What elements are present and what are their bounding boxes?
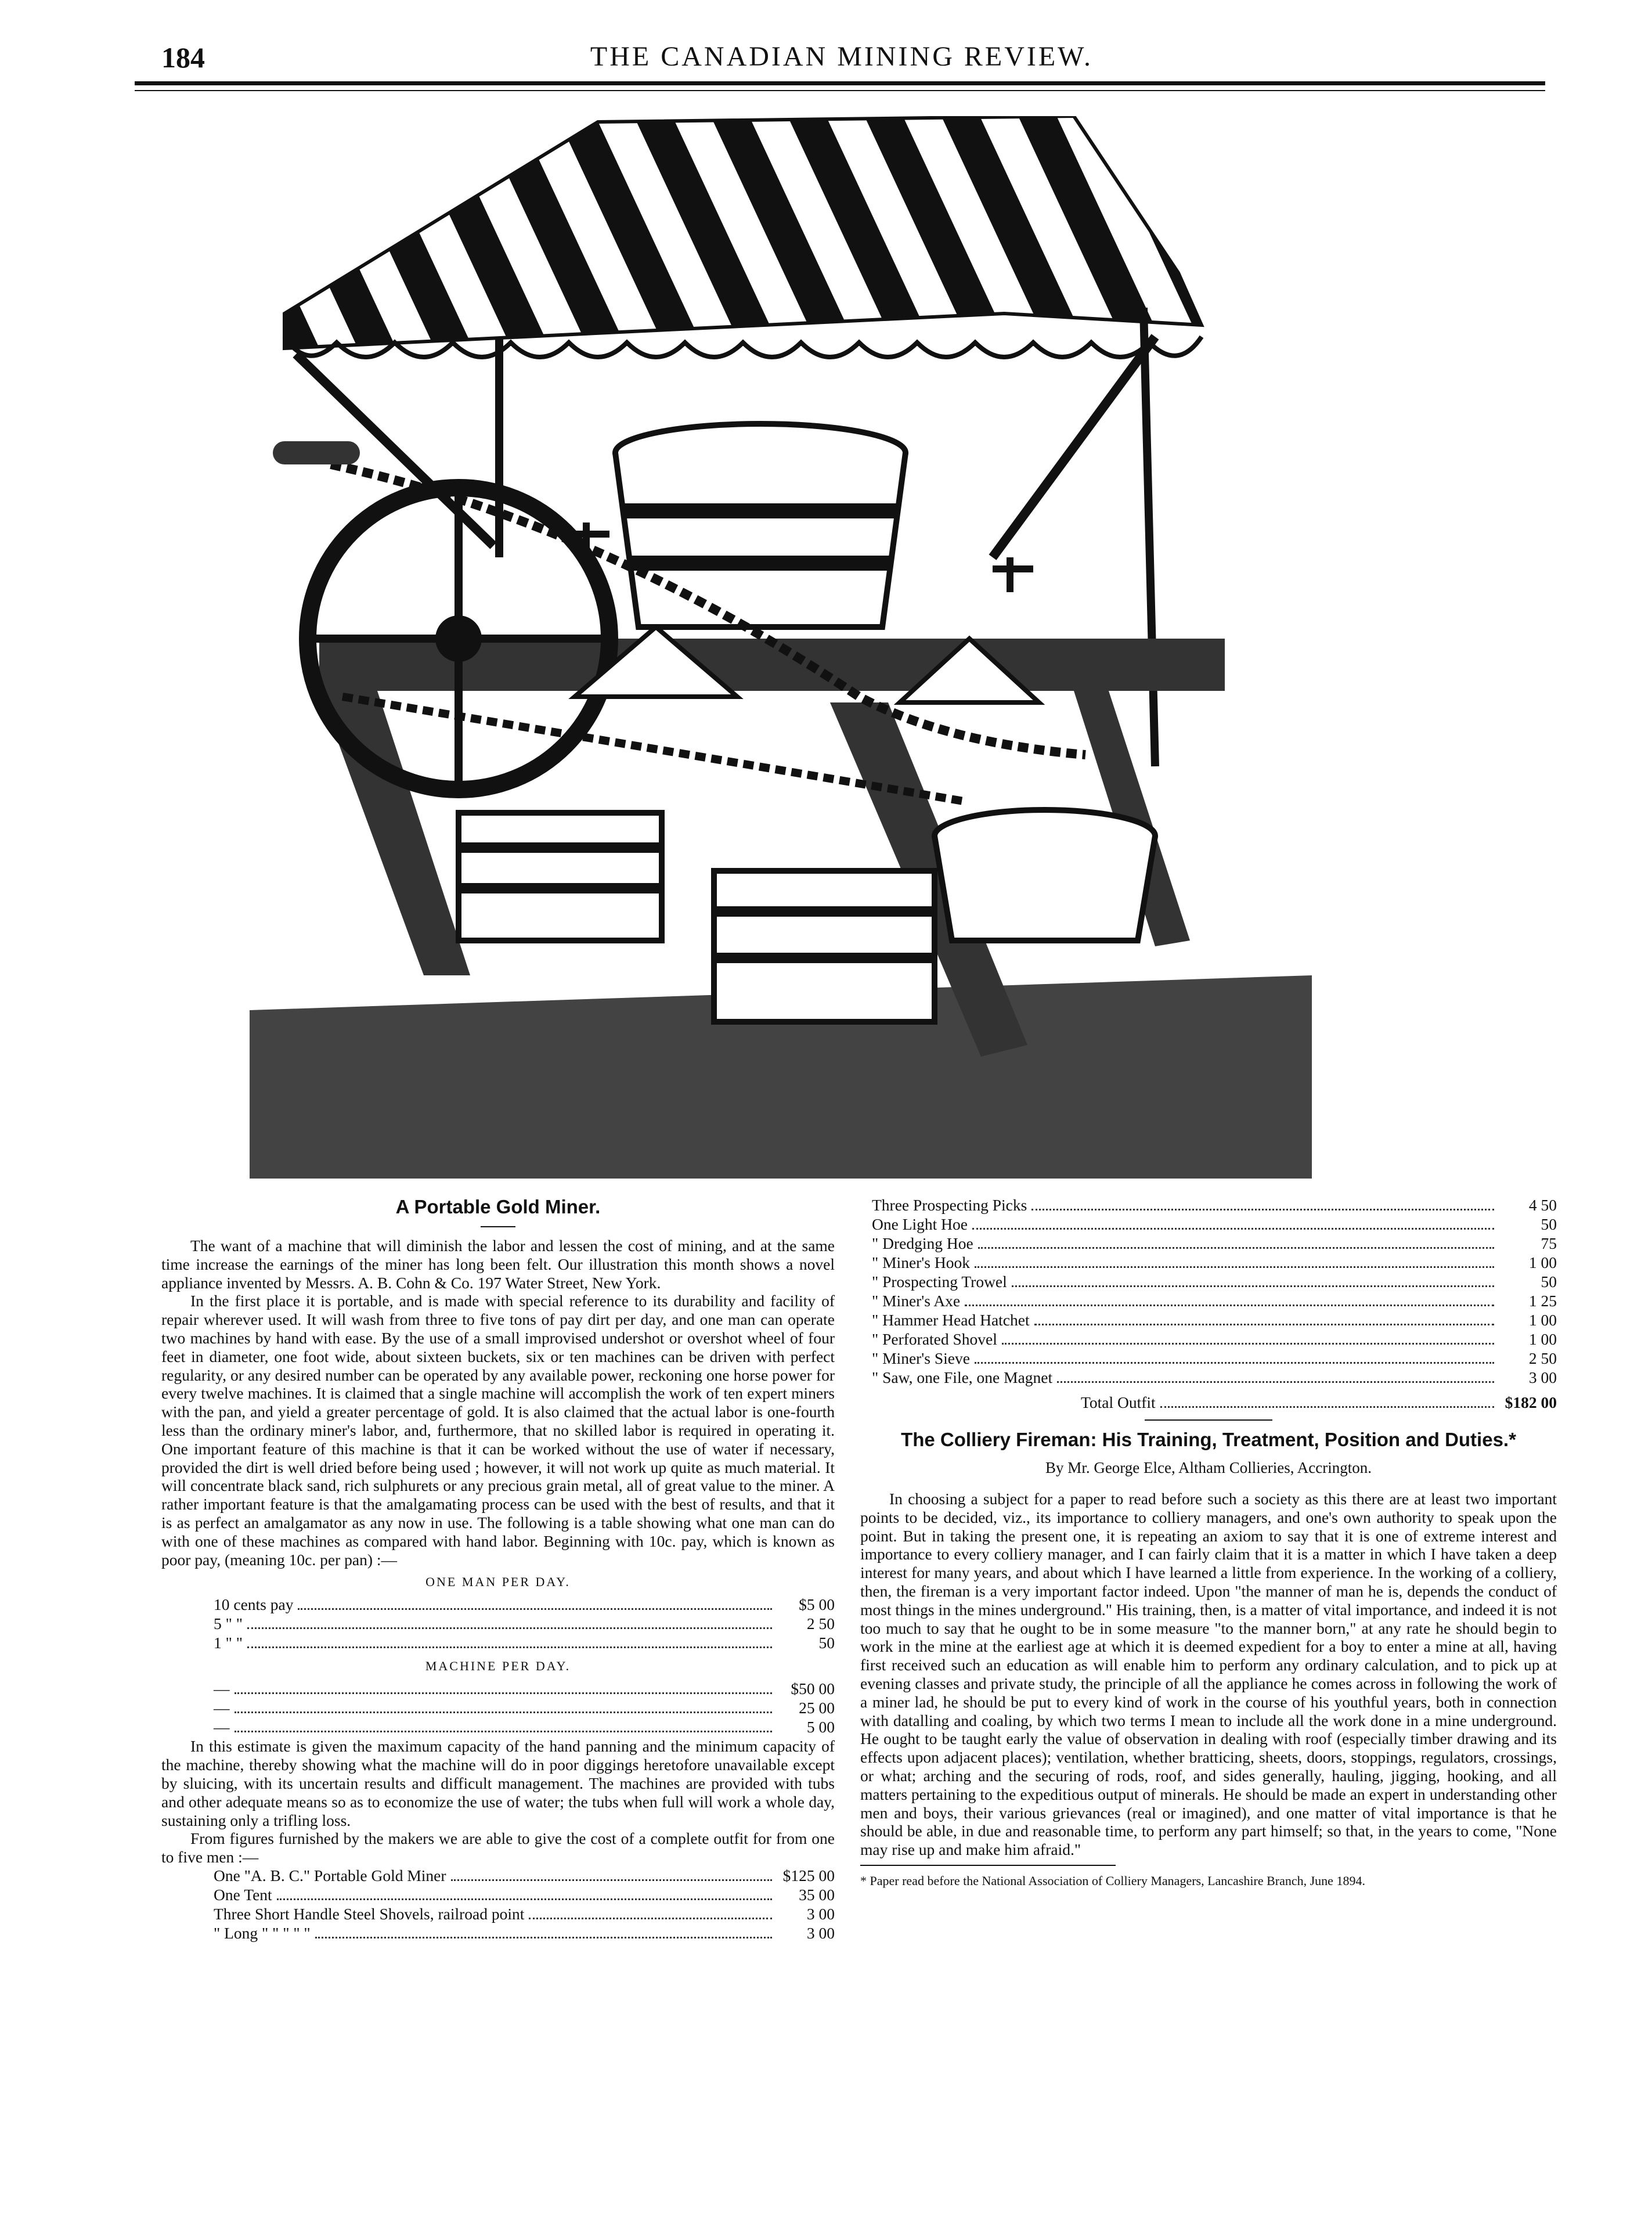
table-row: — $50 00 [214,1680,835,1698]
striped-awning [284,116,1202,348]
machine-table [161,1680,835,1737]
header-rule-thin [135,90,1545,91]
table-row: " Prospecting Trowel 50 [872,1273,1557,1291]
table-row: " Saw, one File, one Magnet 3 00 [872,1368,1557,1386]
article-body-continued [161,1737,835,1867]
article-body [860,1490,1557,1859]
page-number: 184 [161,41,205,74]
running-head: THE CANADIAN MINING REVIEW. [590,41,1094,72]
paragraph: In choosing a subject for a paper to read before such a society as this there are at least two important points to be decided, viz., its importance to colliery managers, and one's own authority to speak upon the point. But in taking the present one, it is repeating an axiom to say that it is one of extreme interest and importance to every colliery manager, and I can fairly claim that it is a matter in which I have taken a deep interest for many years, and about which I have learned a little from experience. In the working of a colliery, then, the fireman is a very important factor indeed. Upon "the manner of man he is, depends the conduct of most things in the mines underground." His training, then, is a matter of vital importance, and indeed it is not too much to say that he ought to be in some measure "to the manner born," at any rate he should begin to work in the mine at the earliest age at which it is deemed expedient for a boy to enter a mine at all, having first received such an education as will enable him to perform any ordinary calculation, and to pick up at evening classes and private study, the principle of all the appliance he comes across in following the work of a miner lad, he should be put to every kind of work in the course of his youthful years, both in connection with datalling and coaling, by which two terms I mean to include all the work done in a mine underground. He ought to be taught early the value of observation in dealing with roof (especially timber drawing and its effects upon adjacent places); ventilation, whether bratticing, sheets, doors, stoppings, regulators, crossings, or what; arching and the securing of rods, roof, and sides generally, hauling, jigging, hooking, and all matters pertaining to the expeditious output of minerals. He should be made an expert in understanding other men and boys, their various grievances (real or imagined), and one matter of vital importance is that he should be able, in due and reasonable time, to perform any part himself; so that, in the years to come, "None may rise up and make him afraid." [860,1490,1557,1859]
table-row: — 5 00 [214,1718,835,1736]
one-man-table [161,1595,835,1653]
outfit-table [161,1867,835,1943]
portable-gold-miner-engraving-icon [250,116,1312,1179]
paragraph: In the first place it is portable, and is made with special reference to its durability and facility of repair wherever used. It will wash from three to five tons of pay dirt per day, and one man can operate two machines by hand with ease. By the use of a small improvised undershot or overshot wheel of four feet in diameter, one foot wide, about sixteen buckets, six or ten machines can be driven with perfect regularity, or any desired number can be operated by any available power, reckoning one horse power for every twelve machines. It is claimed that a single machine will accomplish the work of ten expert miners with the pan, and yield a greater percentage of gold. It is also claimed that the actual labor is one-fourth less than the ordinary miner's labor, and, furthermore, that no skilled labor is required in operating it. One important feature of this machine is that it can be worked without the use of water if necessary, provided the dirt is well dried before being used ; however, it will not work up quite as much material. It will concentrate black sand, rich sulphurets or any precious grain metal, all of great value to the miner. A rather important feature is that the amalgamating process can be used with the best of results, and that it is as perfect an amalgamator as any now in use. The following is a table showing what one man can do with one of these machines as compared with hand labor. Beginning with 10c. pay, which is known as poor pay, (meaning 10c. per pan) :— [161,1292,835,1569]
table-row: — 25 00 [214,1699,835,1717]
table-caption: MACHINE PER DAY. [425,1659,571,1674]
table-row: " Long " " " " " 3 00 [214,1923,835,1942]
paragraph: In this estimate is given the maximum capacity of the hand panning and the minimum capacity of the machine, thereby showing what the machine will do in poor diggings heretofore unavailable except by sluicing, with its uncertain results and difficult management. The machines are provided with tubs and other adequate means so as to economize the use of water; the tubs when full will work a whole day, sustaining only a trifling loss. [161,1737,835,1829]
table-row: " Hammer Head Hatchet 1 00 [872,1311,1557,1329]
right-column [860,1196,1557,1889]
table-row: 1 " " 50 [214,1634,835,1652]
total-row: Total Outfit $182 00 [1081,1393,1557,1411]
left-column [161,1196,835,1943]
table-row: One "A. B. C." Portable Gold Miner $125 00 [214,1866,835,1884]
outfit-table-continued [860,1196,1557,1413]
footnote: * Paper read before the National Association of Colliery Managers, Lancashire Branch, June 1894. [860,1873,1365,1888]
table-row: One Tent 35 00 [214,1885,835,1904]
footnote-rule [860,1865,1116,1866]
article-title: The Colliery Fireman: His Training, Treatment, Position and Duties.* [901,1429,1516,1450]
header-rule [135,81,1545,85]
paragraph: The want of a machine that will diminish the labor and lessen the cost of mining, and at the same time increase the earnings of the miner has long been felt. Our illustration this month shows a novel appliance invented by Messrs. A. B. Cohn & Co. 197 Water Street, New York. [161,1237,835,1292]
table-row: " Dredging Hoe 75 [872,1234,1557,1252]
table-row: Three Short Handle Steel Shovels, railroad point 3 00 [214,1904,835,1923]
table-caption: ONE MAN PER DAY. [425,1574,571,1590]
table-row: 5 " " 2 50 [214,1615,835,1633]
table-row: " Perforated Shovel 1 00 [872,1330,1557,1348]
table-row: Three Prospecting Picks 4 50 [872,1196,1557,1214]
title-rule [481,1226,515,1227]
table-row: One Light Hoe 50 [872,1215,1557,1233]
table-row: " Miner's Hook 1 00 [872,1253,1557,1271]
table-row: " Miner's Sieve 2 50 [872,1349,1557,1367]
table-row: " Miner's Axe 1 25 [872,1292,1557,1310]
section-rule [1145,1419,1272,1421]
table-row: 10 cents pay $5 00 [214,1595,835,1614]
article-title: A Portable Gold Miner. [395,1196,601,1217]
article-body [161,1237,835,1569]
paragraph: From figures furnished by the makers we are able to give the cost of a complete outfit for from one to five men :— [161,1829,835,1867]
byline: By Mr. George Elce, Altham Collieries, Accrington. [1045,1459,1372,1476]
